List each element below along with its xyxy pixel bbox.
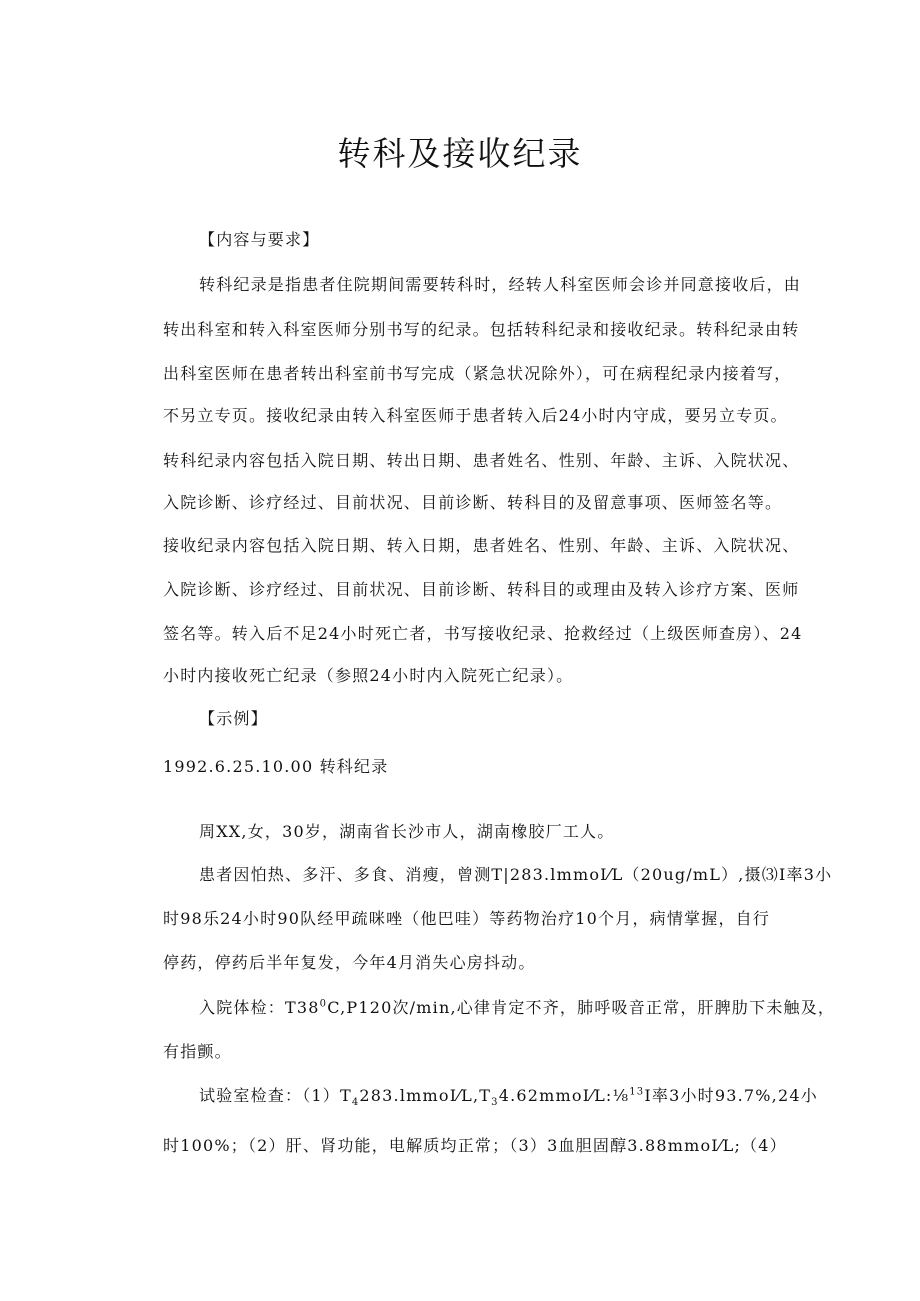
lab-seg-1: 试验室检查：（1）T [199, 1086, 352, 1105]
exam-prefix: 入院体检：T38 [199, 998, 320, 1017]
content-line: 不另立专页。接收纪录由转入科室医师于患者转入后24小时内守成，要另立专页。 [163, 406, 788, 425]
content-line: 转出科室和转入科室医师分别书写的纪录。包括转科纪录和接收纪录。转科纪录由转 [163, 320, 800, 339]
example-line: 时98乐24小时90队经甲疏咪唑（他巴哇）等药物治疗10个月，病情掌握，自行 [163, 909, 771, 928]
lab-line [199, 1084, 818, 1108]
lab-sub-1: 4 [351, 1097, 360, 1109]
lab-seg-3: 4.62mmoI⁄L:⅛ [498, 1086, 630, 1105]
lab-seg-2: 283.lmmoI⁄L,T [359, 1086, 492, 1105]
exam-line [199, 996, 835, 1020]
lab-sup-3: 13 [629, 1086, 645, 1098]
content-line: 小时内接收死亡纪录（参照24小时内入院死亡纪录）。 [163, 666, 574, 685]
content-line: 出科室医师在患者转出科室前书写完成（紧急状况除外），可在病程纪录内接着写， [163, 364, 792, 383]
example-line: 周XX,女，30岁，湖南省长沙市人，湖南橡胶厂工人。 [199, 822, 615, 841]
lab-line-2: 时100%；（2）肝、肾功能，电解质均正常；（3）3血胆固醇3.88mmoI⁄L;（4） [163, 1136, 787, 1155]
exam-superscript: 0 [319, 998, 328, 1010]
content-line: 转科纪录是指患者住院期间需要转科时，经转人科室医师会诊并同意接收后，由 [199, 275, 802, 294]
example-line: 停药，停药后半年复发，今年4月消失心房抖动。 [163, 953, 536, 972]
content-line: 入院诊断、诊疗经过、目前状况、目前诊断、转科目的及留意事项、医师签名等。 [163, 493, 783, 512]
exam-line-2: 有指颤。 [163, 1042, 232, 1061]
exam-rest: C,P120次∕min,心律肯定不齐，肺呼吸音正常，肝脾肋下未触及， [327, 998, 836, 1017]
content-line: 接收纪录内容包括入院日期、转入日期，患者姓名、性别、年龄、主诉、入院状况、 [163, 536, 800, 555]
lab-seg-4: I率3小时93.7%,24小 [644, 1086, 818, 1105]
record-heading: 1992.6.25.10.00 转科纪录 [163, 757, 389, 776]
content-line: 转科纪录内容包括入院日期、转出日期、患者姓名、性别、年龄、主诉、入院状况、 [163, 451, 800, 470]
example-line: 患者因怕热、多汗、多食、消瘦，曾测T|283.lmmoI⁄L（20ug∕mL）,摄⑶I率3小 [199, 865, 833, 884]
lab-sub-2: 3 [491, 1097, 499, 1109]
content-line: 入院诊断、诊疗经过、目前状况、目前诊断、转科目的或理由及转入诊疗方案、医师 [163, 580, 800, 599]
content-line: 签名等。转入后不足24小时死亡者，书写接收纪录、抢救经过（上级医师查房）、24 [163, 624, 803, 643]
section-heading-content: 【内容与要求】 [199, 230, 320, 249]
document-title: 转科及接收纪录 [337, 134, 583, 173]
section-heading-example: 【示例】 [199, 709, 268, 728]
